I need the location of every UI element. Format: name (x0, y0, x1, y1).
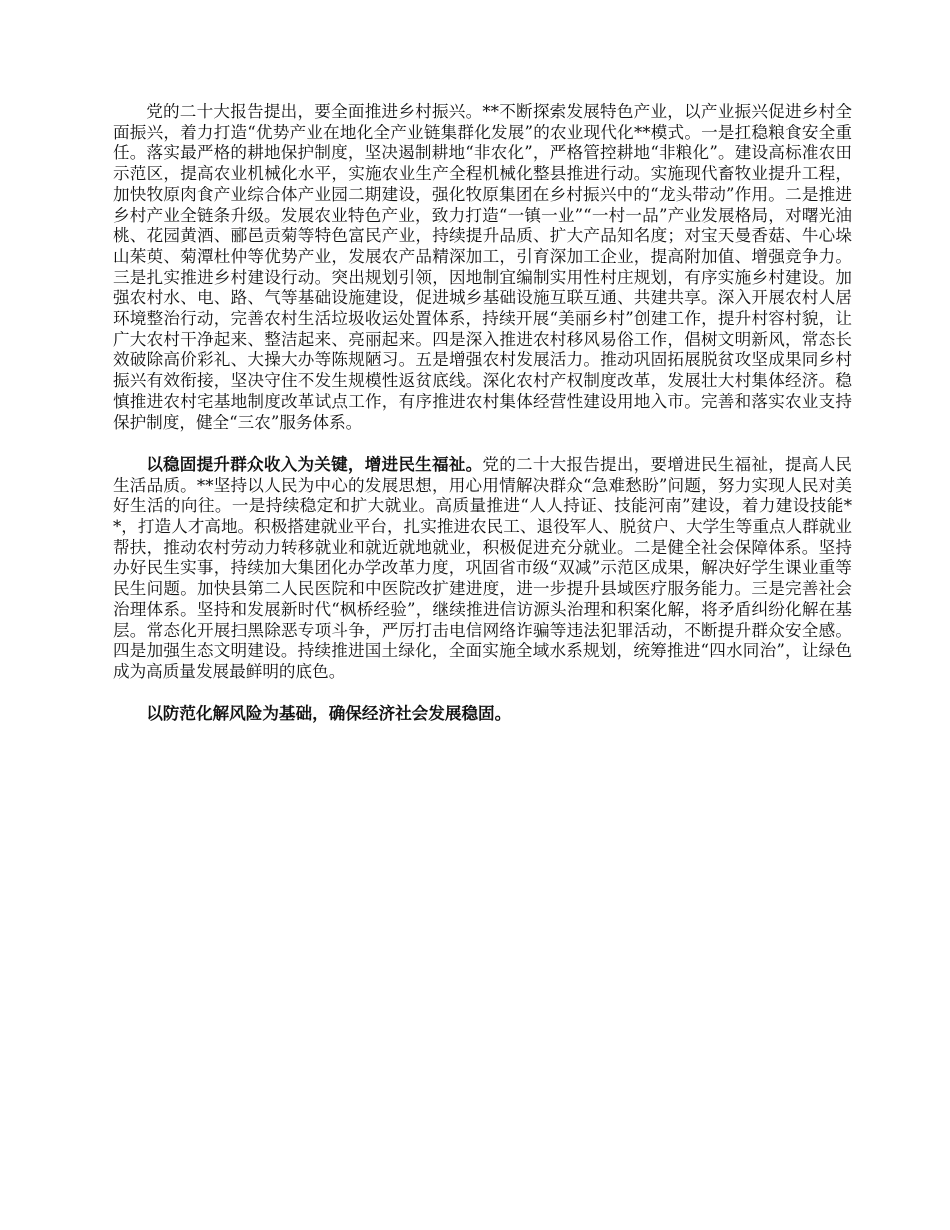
paragraph-risk-prevention (113, 703, 852, 725)
paragraph-rural-revitalization (113, 101, 852, 433)
document-page (113, 101, 852, 746)
paragraph-lead: 以防范化解风险为基础，确保经济社会发展稳固。 (146, 703, 512, 724)
paragraph-livelihood (113, 454, 852, 683)
paragraph-body: 党的二十大报告提出，要全面推进乡村振兴。**不断探索发展特色产业，以产业振兴促进乡村全面振兴，着力打造“优势产业在地化全产业链集群化发展”的农业现代化**模式。一是扛稳粮食安全重任。落实最严格的耕地保护制度，坚决遏制耕地“非农化”，严格管控耕地“非粮化”。建设高标准农田示范区，提高农业机械化水平，实施农业生产全程机械化整县推进行动。实施现代畜牧业提升工程，加快牧原肉食产业综合体产业园二期建设，强化牧原集团在乡村振兴中的“龙头带动”作用。二是推进乡村产业全链条升级。发展农业特色产业，致力打造“一镇一业”“一村一品”产业发展格局，对曙光油桃、花园黄酒、郦邑贡菊等特色富民产业，持续提升品质、扩大产品知名度；对宝天曼香菇、牛心垛山茱萸、菊潭杜仲等优势产业，发展农产品精深加工，引育深加工企业，提高附加值、增强竞争力。三是扎实推进乡村建设行动。突出规划引领，因地制宜编制实用性村庄规划，有序实施乡村建设。加强农村水、电、路、气等基础设施建设，促进城乡基础设施互联互通、共建共享。深入开展农村人居环境整治行动，完善农村生活垃圾收运处置体系，持续开展“美丽乡村”创建工作，提升村容村貌，让广大农村干净起来、整洁起来、亮丽起来。四是深入推进农村移风易俗工作，倡树文明新风，常态长效破除高价彩礼、大操大办等陈规陋习。五是增强农村发展活力。推动巩固拓展脱贫攻坚成果同乡村振兴有效衔接，坚决守住不发生规模性返贫底线。深化农村产权制度改革，发展壮大村集体经济。稳慎推进农村宅基地制度改革试点工作，有序推进农村集体经营性建设用地入市。完善和落实农业支持保护制度，健全“三农”服务体系。 (113, 102, 852, 432)
paragraph-body: 党的二十大报告提出，要增进民生福祉，提高人民生活品质。**坚持以人民为中心的发展思想，用心用情解决群众“急难愁盼”问题，努力实现人民对美好生活的向往。一是持续稳定和扩大就业。高质量推进“人人持证、技能河南”建设，着力建设技能**，打造人才高地。积极搭建就业平台，扎实推进农民工、退役军人、脱贫户、大学生等重点人群就业帮扶，推动农村劳动力转移就业和就近就地就业，积极促进充分就业。二是健全社会保障体系。坚持办好民生实事，持续加大集团化办学改革力度，巩固省市级“双减”示范区成果，解决好学生课业重等民生问题。加快县第二人民医院和中医院改扩建进度，进一步提升县域医疗服务能力。三是完善社会治理体系。坚持和发展新时代“枫桥经验”，继续推进信访源头治理和积案化解，将矛盾纠纷化解在基层。常态化开展扫黑除恶专项斗争，严厉打击电信网络诈骗等违法犯罪活动，不断提升群众安全感。四是加强生态文明建设。持续推进国土绿化，全面实施全域水系规划，统筹推进“四水同治”，让绿色成为高质量发展最鲜明的底色。 (113, 454, 852, 681)
paragraph-lead: 以稳固提升群众收入为关键，增进民生福祉。 (146, 453, 483, 474)
